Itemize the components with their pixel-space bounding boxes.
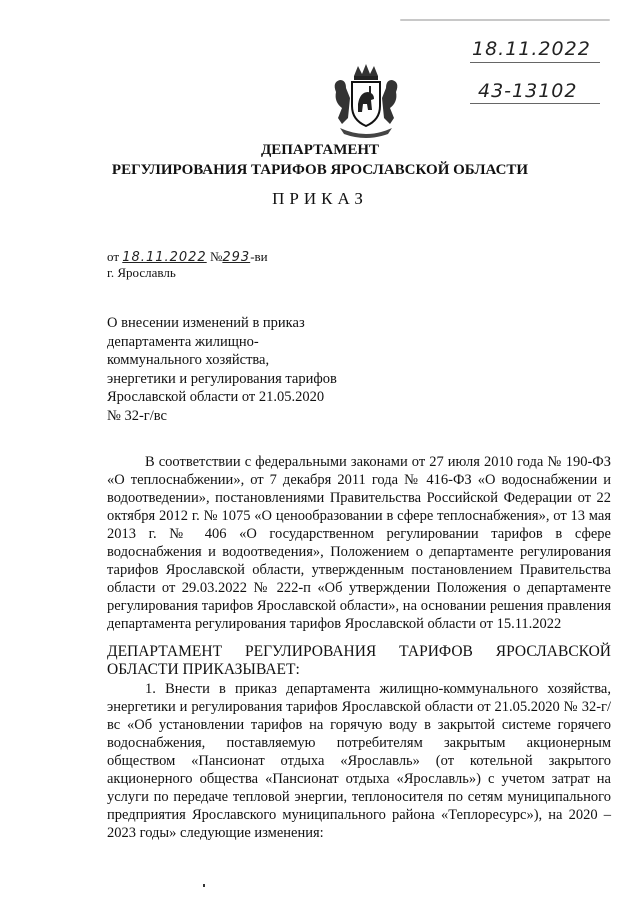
- order-from-label: от: [107, 249, 120, 264]
- order-number-suffix: -ви: [250, 249, 268, 264]
- order-date-line: [107, 249, 268, 265]
- department-title: [0, 140, 640, 180]
- order-city: г. Ярославль: [107, 265, 176, 280]
- stamp-handwritten-date: 18.11.2022: [472, 38, 591, 60]
- coat-of-arms-icon: [326, 62, 406, 142]
- order-number: 293: [222, 250, 251, 265]
- department-line-1: ДЕПАРТАМЕНТ: [260, 142, 380, 158]
- stamp-header-faint: [400, 14, 610, 26]
- resolution-heading: ДЕПАРТАМЕНТ РЕГУЛИРОВАНИЯ ТАРИФОВ ЯРОСЛАВСКОЙ ОБЛАСТИ ПРИКАЗЫВАЕТ:: [107, 643, 611, 678]
- stamp-handwritten-number: 43-13102: [478, 80, 578, 102]
- stamp-underline: [470, 62, 600, 63]
- scan-speck: [203, 884, 205, 887]
- stamp-underline: [470, 103, 600, 104]
- preamble-paragraph: В соответствии с федеральными законами от 27 июля 2010 года № 190-ФЗ «О теплоснабжении», от 7 декабря 2011 года № 416-ФЗ «О водоснабжении и водоотведении», постановлениями Правительства Российской Федерации от 22 октября 2012 г. № 1075 «О ценообразовании в сфере теплоснабжения», от 13 мая 2013 г. № 406 «О государственном регулировании тарифов в сфере водоснабжения и водоотведения», Положением о департаменте регулирования тарифов Ярославской области, утвержденным постановлением Правительства области от 29.03.2022 № 222-п «Об утверждении Положения о департаменте регулирования тарифов Ярославской области», на основании решения правления департамента регулирования тарифов Ярославской области от 15.11.2022: [107, 454, 611, 632]
- order-number-label: №: [209, 249, 223, 264]
- item-1-paragraph: 1. Внести в приказ департамента жилищно-коммунального хозяйства, энергетики и регулирования тарифов Ярославской области от 21.05.2020 № 32-г/вс «Об установлении тарифов на горячую воду в закрытой системе горячего водоснабжения, поставляемую потребителям закрытым акционерным обществом «Пансионат отдыха «Ярославль» (от котельной закрытого акционерного общества «Пансионат отдыха «Ярославль») с учетом затрат на услуги по передаче тепловой энергии, теплоносителя по сетям муниципального предприятия Ярославского муниципального района «Теплоресурс»), на 2020 – 2023 годы» следующие изменения:: [107, 681, 611, 841]
- department-line-2: РЕГУЛИРОВАНИЯ ТАРИФОВ ЯРОСЛАВСКОЙ ОБЛАСТИ: [111, 162, 529, 178]
- order-subject: О внесении изменений в приказ департамента жилищно-коммунального хозяйства, энергетики и регулирования тарифов Ярославской области от 21.05.2020 № 32-г/вс: [107, 315, 337, 424]
- order-date: 18.11.2022: [122, 250, 207, 265]
- document-type: ПРИКАЗ: [272, 189, 368, 208]
